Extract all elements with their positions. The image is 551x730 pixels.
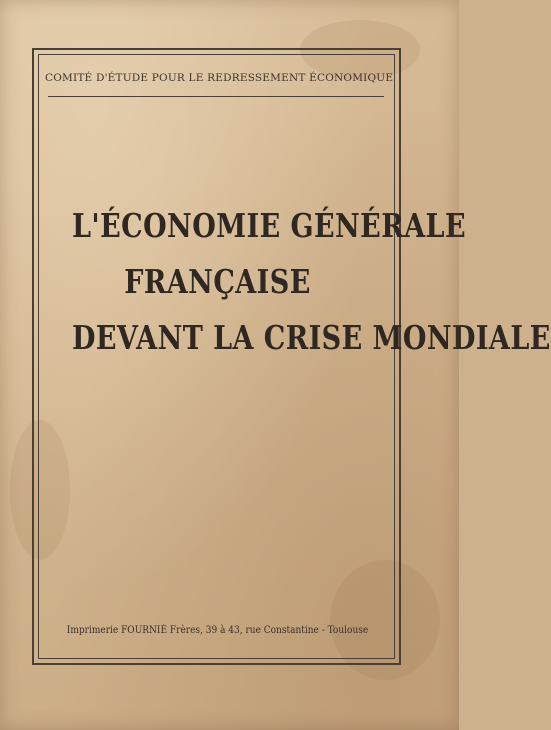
printer-imprint: Imprimerie FOURNIÉ Frères, 39 à 43, rue Constantine - Toulouse xyxy=(66,625,369,636)
book-title xyxy=(71,198,551,366)
title-line-3: DEVANT LA CRISE MONDIALE xyxy=(71,318,551,357)
header-divider xyxy=(48,96,384,97)
title-line-1: L'ÉCONOMIE GÉNÉRALE xyxy=(71,206,466,245)
committee-header: COMITÉ D'ÉTUDE POUR LE REDRESSEMENT ÉCONOMIQUE xyxy=(45,72,394,84)
title-line-2: FRANÇAISE xyxy=(124,262,311,301)
